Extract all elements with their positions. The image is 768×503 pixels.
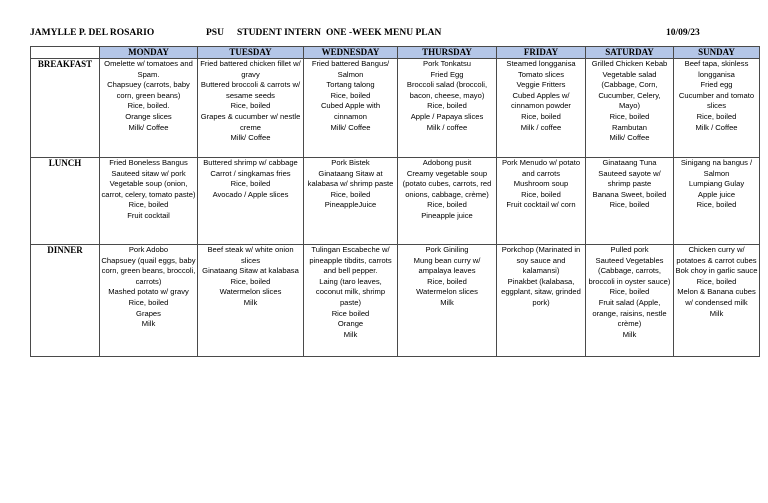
document-title: ONE -WEEK MENU PLAN [326, 28, 442, 38]
menu-item: Pork Bistek [331, 158, 370, 167]
menu-item: Tulingan Escabeche w/ pineapple tibdits, carrots and bell pepper. [309, 245, 392, 276]
menu-item: Ginataang Tuna [602, 158, 657, 167]
menu-item: Mung bean curry w/ ampalaya leaves [413, 255, 481, 276]
meal-label-breakfast: BREAKFAST [31, 59, 100, 158]
menu-item: Ginataang Sitaw at kalabasa [202, 266, 299, 276]
corner-cell [31, 47, 100, 59]
menu-item: Carrot / singkamas fries [210, 168, 291, 178]
menu-item: Pork Giniling [425, 245, 469, 254]
menu-item: Tomato slices [518, 69, 564, 79]
menu-item: Buttered shrimp w/ cabbage [203, 158, 298, 167]
menu-item: Fried battered Bangus/ Salmon [311, 59, 390, 79]
menu-item: Rice, boiled [230, 101, 271, 111]
menu-item: Sauteed sayote w/ shrimp paste [598, 168, 661, 189]
menu-item: Mushroom soup [513, 179, 569, 189]
menu-item: Vegetable salad (Cabbage, Corn, Cucumber, Celery, Mayo) [598, 69, 661, 111]
author-role: STUDENT INTERN [237, 28, 322, 38]
menu-item: Rice, boiled [427, 276, 467, 286]
menu-item: Creamy vegetable soup (potato cubes, carrots, red onions, cabbage, crème) [402, 168, 492, 199]
menu-item: Omelette w/ tomatoes and Spam. [104, 59, 193, 79]
menu-item: Milk [141, 319, 156, 329]
menu-item: Chicken curry w/ potatoes & carrot cubes [676, 245, 757, 265]
menu-item: Beef steak w/ white onion slices [207, 245, 294, 265]
menu-item: Rice, boiled [427, 101, 467, 111]
document-header [30, 28, 740, 42]
menu-item: Rice, boiled [330, 189, 371, 199]
menu-item: Orange slices [125, 111, 172, 121]
menu-item: Pork Tonkatsu [423, 59, 471, 68]
menu-item: Broccoli salad (broccoli, bacon, cheese, mayo) [406, 80, 488, 100]
menu-cell-dinner-friday [497, 245, 586, 357]
menu-item: Porkchop (Marinated in soy sauce and kalamansi) [501, 245, 581, 276]
menu-item: Buttered broccoli & carrots w/ sesame seeds [200, 80, 301, 100]
menu-item: Milk / Coffee [695, 122, 738, 132]
menu-cell-lunch-saturday [586, 158, 674, 245]
menu-item: Fruit salad (Apple, orange, raisins, nestle crème) [592, 297, 667, 329]
menu-item: Banana Sweet, boiled [592, 189, 667, 199]
menu-cell-lunch-wednesday [304, 158, 398, 245]
menu-cell-lunch-sunday [674, 158, 760, 245]
meal-label-dinner: DINNER [31, 245, 100, 357]
day-header-sunday: SUNDAY [674, 47, 760, 59]
menu-item: Rice, boiled [128, 200, 169, 210]
menu-item: Steamed longganisa [506, 59, 576, 68]
menu-item: Adobong pusit [422, 158, 472, 167]
menu-item: Milk / coffee [520, 122, 562, 132]
menu-item: Rambutan [611, 122, 648, 132]
menu-item: Cubed Apples w/ cinnamon powder [511, 90, 571, 111]
menu-item: Bok choy in garlic sauce [675, 266, 758, 276]
meal-row-dinner [31, 245, 760, 357]
day-header-wednesday: WEDNESDAY [304, 47, 398, 59]
menu-item: Rice, boiled [521, 111, 561, 121]
menu-item: Sauteed sitaw w/ pork [111, 168, 186, 178]
menu-item: Mashed potato w/ gravy [108, 287, 189, 297]
menu-cell-dinner-tuesday [198, 245, 304, 357]
menu-cell-breakfast-sunday [674, 59, 760, 158]
day-header-row [31, 47, 760, 59]
menu-item: Milk [343, 329, 358, 339]
menu-cell-lunch-friday [497, 158, 586, 245]
menu-item: Sinigang na bangus / Salmon [680, 158, 753, 178]
menu-item: Fried battered chicken fillet w/ gravy [200, 59, 301, 79]
meal-row-lunch [31, 158, 760, 245]
menu-item: Rice, boiled [128, 297, 169, 307]
menu-item: Milk [709, 308, 724, 318]
menu-item: Apple juice [697, 189, 736, 199]
menu-item: Sauteed Vegetables (Cabbage, carrots, broccoli in oyster sauce) [588, 255, 671, 286]
menu-item: PineappleJuice [324, 200, 377, 210]
organization: PSU [206, 28, 224, 38]
menu-item: Pork Menudo w/ potato and carrots [501, 158, 581, 178]
menu-item: Apple / Papaya slices [410, 111, 484, 121]
menu-cell-dinner-thursday [398, 245, 497, 357]
menu-item: Rice, boiled [609, 200, 650, 210]
menu-item: Milk / coffee [426, 122, 468, 132]
day-header-thursday: THURSDAY [398, 47, 497, 59]
menu-item: Rice, boiled [609, 287, 650, 297]
menu-item: Pinakbet (kalabasa, eggplant, sitaw, grinded pork) [501, 276, 581, 307]
menu-cell-breakfast-friday [497, 59, 586, 158]
menu-cell-breakfast-wednesday [304, 59, 398, 158]
menu-item: Pulled pork [610, 245, 649, 254]
menu-item: Rice, boiled [230, 276, 271, 286]
menu-cell-lunch-tuesday [198, 158, 304, 245]
day-header-friday: FRIDAY [497, 47, 586, 59]
menu-cell-dinner-sunday [674, 245, 760, 357]
menu-item: Cucumber and tomato slices [678, 90, 755, 111]
menu-item: Watermelon slices [219, 287, 282, 297]
menu-item: Milk/ Coffee [128, 122, 169, 132]
menu-cell-dinner-saturday [586, 245, 674, 357]
menu-item: Milk/ Coffee [330, 122, 371, 132]
day-header-saturday: SATURDAY [586, 47, 674, 59]
menu-item: Rice, boiled [696, 276, 737, 286]
menu-item: Grapes [136, 308, 161, 318]
menu-item: Rice, boiled [230, 179, 271, 189]
menu-cell-breakfast-monday [100, 59, 198, 158]
menu-item: Rice, boiled. [127, 101, 170, 111]
menu-item: Chapsuey (carrots, baby corn, green beans) [107, 80, 190, 100]
menu-item: Milk [622, 329, 637, 339]
menu-cell-lunch-thursday [398, 158, 497, 245]
menu-item: Milk [243, 297, 258, 307]
menu-item: Tortang talong [326, 80, 375, 90]
menu-item: Grapes & cucumber w/ nestle creme [200, 111, 301, 132]
menu-item: Rice boiled [331, 308, 370, 318]
menu-item: Milk [440, 297, 454, 307]
menu-item: Chapsuey (quail eggs, baby corn, green beans, broccoli, carrots) [101, 255, 196, 286]
menu-item: Lumpiang Gulay [688, 179, 745, 189]
menu-item: Pineapple juice [421, 210, 473, 220]
menu-item: Rice, boiled [427, 200, 467, 210]
menu-item: Fruit cocktail w/ corn [506, 200, 576, 210]
menu-item: Rice, boiled [609, 111, 650, 121]
menu-item: Melon & Banana cubes w/ condensed milk [677, 287, 756, 307]
author-name: JAMYLLE P. DEL ROSARIO [30, 28, 155, 38]
meal-label-lunch: LUNCH [31, 158, 100, 245]
menu-item: Laing (taro leaves, coconut milk, shrimp paste) [315, 276, 386, 307]
day-header-monday: MONDAY [100, 47, 198, 59]
menu-item: Avocado / Apple slices [212, 189, 289, 199]
menu-item: Cubed Apple with cinnamon [320, 101, 381, 121]
meal-row-breakfast [31, 59, 760, 158]
menu-plan-table [30, 46, 760, 357]
menu-item: Rice, boiled [521, 189, 561, 199]
menu-item: Ginataang Sitaw at kalabasa w/ shrimp paste [307, 168, 394, 189]
menu-item: Fried egg [700, 80, 733, 90]
menu-cell-breakfast-thursday [398, 59, 497, 158]
menu-item: Milk/ Coffee [230, 133, 271, 143]
day-header-tuesday: TUESDAY [198, 47, 304, 59]
menu-item: Grilled Chicken Kebab [591, 59, 668, 68]
document-date: 10/09/23 [666, 28, 700, 38]
menu-item: Rice, boiled [696, 200, 737, 210]
menu-item: Beef tapa, skinless longganisa [684, 59, 749, 79]
menu-item: Rice, boiled [696, 111, 737, 121]
menu-item: Fruit cocktail [127, 210, 170, 220]
menu-item: Orange [337, 319, 364, 329]
menu-cell-lunch-monday [100, 158, 198, 245]
menu-item: Milk/ Coffee [609, 133, 650, 143]
menu-item: Fried Egg [430, 69, 464, 79]
menu-item: Watermelon slices [416, 287, 478, 297]
menu-item: Veggie Fritters [516, 80, 566, 90]
menu-item: Rice, boiled [330, 90, 371, 100]
menu-item: Fried Boneless Bangus [109, 158, 188, 167]
menu-cell-breakfast-tuesday [198, 59, 304, 158]
menu-item: Pork Adobo [128, 245, 169, 254]
menu-item: Vegetable soup (onion, carrot, celery, tomato paste) [101, 179, 196, 199]
menu-cell-dinner-monday [100, 245, 198, 357]
menu-cell-dinner-wednesday [304, 245, 398, 357]
menu-cell-breakfast-saturday [586, 59, 674, 158]
